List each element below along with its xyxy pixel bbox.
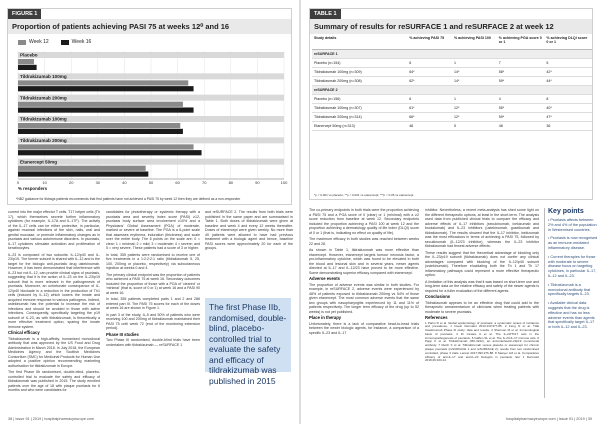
table-footnote: *p < 0.001 vs placebo; **p < 0.001 vs etanercept; ***p < 0.05 vs etanercept xyxy=(314,193,414,197)
x-axis-label: % responders xyxy=(18,186,48,191)
table-cell: Tildrakizumab 200mg (n=314) xyxy=(312,112,407,121)
table-title: Summary of results for reSURFACE 1 and reSURFACE 2 at week 12 xyxy=(310,19,592,34)
results-table xyxy=(312,35,592,131)
table-row xyxy=(312,112,592,121)
table-cell: 66* xyxy=(407,112,452,121)
figure-tag: FIGURE 1 xyxy=(8,9,41,19)
section-heading: Clinical efficacy xyxy=(8,330,40,335)
table-cell: 6 xyxy=(407,58,452,67)
table-cell: Tildrakizumab 200mg (n=308) xyxy=(312,76,407,85)
legend-label: Week 12 xyxy=(29,39,49,45)
table-cell xyxy=(544,49,592,58)
table-row xyxy=(312,67,592,76)
table-header-cell: % achieving DLQI score 0 or 1 xyxy=(544,35,592,49)
bar xyxy=(18,80,188,85)
table-row xyxy=(312,94,592,103)
figure-title: Proportion of patients achieving PASI 75 at weeks 12⁰ and 16 xyxy=(8,19,291,34)
paragraph: Tildrakizumab appears to be an effective drug that could add to the therapeutic armamentarium of clinicians when treating patients with moderate to severe psoriasis. xyxy=(425,300,539,314)
x-tick-label: 50 xyxy=(148,180,154,185)
table-1 xyxy=(309,8,593,200)
table-header-row xyxy=(312,35,592,49)
paragraph: candidates for phototherapy or systemic therapy with a psoriasis area and severity index score (PASI) ≥12, psoriasis body surface area involvement ≥10% and a Physicians' Global Assessment (PGA) of moderate, marked or severe at baseline. The PGA is a 6-point scale that assesses erythema, induration (thickness) and scale over the entire body. The 6 points on the scale are: 0 = clear; 1 = minimal; 2 = mild; 3 = moderate; 4 = severe; and 5 = very severe. These patients had a score of 3 or higher. xyxy=(106,210,200,250)
table-cell: Placebo (n=156) xyxy=(312,94,407,103)
paragraph: IL-23 is composed of two subunits: IL-12/p40 and IL-23/p19. The former subunit is shared with IL-12 and is the target for the biologic anti-psoriatic drug ustekinumab. However, it has been demonstrated that interference with IL-23 but not IL-12, can provide clinical signs of psoriasis, suggesting that it is the action of IL-23 on the IL-23/p19 subunit that is more relevant in the pathogenesis of psoriasis. Moreover, an unfortunate consequence of IL-12/p40 blockade is a reduction in the production of Th1 cells (induced by IL-12) which lowers the innate and acquired immune response to various pathogens. Indeed, ustekinumab has the potential to increase the risk of infections and should be avoided in those with active infections. Consequently, specifically targeting the p19 subunit of IL-23, as with tildrakizumab, is theoretically a more effective treatment option, sparing the innate immune system. xyxy=(8,252,100,329)
category-band xyxy=(18,52,284,58)
paragraph: The first Phase IIb randomised, double-blind, placebo-controlled trial to evaluate the safety and efficacy of tildrakizumab was published in 2015. The study enrolled patients over the age of 18 with plaque psoriasis for 6 months and who were candidates for xyxy=(8,370,100,392)
category-band xyxy=(18,159,284,165)
bar xyxy=(18,129,183,134)
paragraph: current into the major effector T cells. T17 helper cells (Th 17), which themselves secrete further inflammatory cytokines (for example, IL-17A and IL-17F). The activity of the IL-17 cells can be either protective, in particular, against mucosal infections of the skin, nails, oral and genital mucosae, or promote inflammatory changes as in psoriasis and various autoimmune disorders. In psoriasis, IL-17 cytokines stimulate activation and proliferation of keratinocytes. xyxy=(8,210,100,250)
section-heading: Place in therapy xyxy=(309,315,342,320)
paragraph: Tildrakizumab is a high-affinity, humanised monoclonal antibody that was approved by the US Food and Drug Administration in March 2018. In July 2018, the European Medicines Agency and the Scottish Medicines Consortium (SMC) for Medicinal Products for Human Use adopted a positive opinion recommending marketing authorisation for tildrakizumab in Europe. xyxy=(8,336,100,368)
paragraph: The proportion of adverse events was similar in both studies. For example, in reSURFACE 2, adverse events were experienced by 48% of patients exposed to tildrakizumab 200mg vs 54% of those given etanercept. The most common adverse events that the same two groups with nasopharyngitis experienced by 11 and 11% of patients respectively. The longer term efficacy of the drug (up to 52 weeks) is not yet published. xyxy=(309,282,419,314)
table-cell: 1 xyxy=(452,94,497,103)
table-row xyxy=(312,121,592,130)
x-tick-label: 40 xyxy=(122,180,127,185)
section-heading: References xyxy=(425,315,448,320)
paragraph: The primary clinical endpoint was the proportion of patients who achieved a PASI 75 at week 16. Secondary outcomes included the proportion of those with a PGA of 'cleared' or 'minimal' (that is, score of 0 or 1) at week 16 and a PASI 90 at week 16. xyxy=(106,272,200,295)
table-cell xyxy=(452,49,497,58)
category-label: Tildrakizumab 200mg xyxy=(20,137,67,143)
table-cell: Etanercept 50mg (n=313) xyxy=(312,121,407,130)
x-tick-label: 30 xyxy=(95,180,101,185)
paragraph: The maximum efficacy in both studies was reached between weeks 22 and 28. xyxy=(309,237,419,246)
paragraph: In total, 355 patients completed parts 1 and 2 and 286 entered part III. The PASI 75 scores for each of the doses at week 16 are shown in Figure 1. xyxy=(106,297,200,310)
table-cell: Tildrakizumab 100mg (n=307) xyxy=(312,103,407,112)
table-cell: 8 xyxy=(544,94,592,103)
chart-legend xyxy=(18,39,91,45)
paragraph: As shown in Table 1, tildrakizumab was more effective than etanercept. However, etanercept targets tumour necrosis factor, a pro-inflammatory cytokine, which was found to be elevated in both the blood and lesional skin and in several years, newer agents directed at IL-17 and IL-12/23 have proved to be more effective. Some demonstrating superior efficacy compared with etanercept. xyxy=(309,248,419,275)
paragraph: In part 3 of the study, IL-5 and 50% of patients who were receiving 100 and 200mg of tildrakizumab maintained their PASI 75 until week 72 (end of the monitoring extension period). xyxy=(106,312,200,330)
table-cell: reSURFACE 2 xyxy=(312,85,407,94)
bar xyxy=(18,150,202,155)
category-label: Tildrakizumab 200mg xyxy=(20,95,67,101)
bar xyxy=(18,144,194,149)
key-points-title: Key points xyxy=(548,208,584,215)
right-text-column-2 xyxy=(425,208,539,413)
left-text-column-2 xyxy=(106,210,200,410)
bar xyxy=(18,107,194,112)
table-header-cell: % achieving PASI 100 xyxy=(452,35,497,49)
table-row xyxy=(312,58,592,67)
paragraph: In total, 355 patients were randomised to receive one of five treatments in a 1:2:2:2:1 ratio (tildrakizumab 5, 25, 100, 200mg or placebo, respectively) via subcutaneous injection at weeks 0 and 4. xyxy=(106,252,200,270)
table-cell: 48 xyxy=(407,121,452,130)
table-cell xyxy=(452,85,497,94)
legend-week-12 xyxy=(18,39,49,45)
table-cell: 12* xyxy=(452,103,497,112)
table-cell: 36 xyxy=(544,121,592,130)
table-row xyxy=(312,103,592,112)
table-cell: 62* xyxy=(407,76,452,85)
footer-right: hospitalpharmacyeurope.com | Issue 91 | 2019 | 39 xyxy=(505,417,592,421)
footer-left: 38 | Issue 91 | 2019 | hospitalpharmacyeurope.com xyxy=(8,417,95,421)
table-cell xyxy=(407,85,452,94)
bar xyxy=(18,171,148,176)
bar xyxy=(18,123,180,128)
paragraph: and reSURFACE 2. The results from both trials were published in the same paper and are summarised in Table 1. Both doses of tildrakizumab were given at baseline and week 4 and every 12 weeks thereafter. Doses of etanercept were given weekly. No more than 40 patients were allowed to have had previous treatment with a biologic agent and hence, baseline PASI scores were approximately 20 for each of the groups. xyxy=(205,210,293,250)
bar xyxy=(18,102,183,107)
bar-chart xyxy=(14,49,289,199)
table-cell xyxy=(407,49,452,58)
bar xyxy=(18,86,194,91)
left-page xyxy=(0,0,299,424)
table-cell xyxy=(497,85,545,94)
table-row xyxy=(312,76,592,85)
x-tick-label: 60 xyxy=(175,180,180,185)
table-cell: 40* xyxy=(544,103,592,112)
table-cell xyxy=(544,85,592,94)
section-heading: Phase III studies xyxy=(106,331,139,337)
left-text-column-3 xyxy=(205,210,293,294)
paragraph: A limitation of this analysis was that it was based on short-term use and long-term data on the relative efficacy and safety of the newer agents is required for a fuller evaluation of the different agents. xyxy=(425,279,539,293)
right-text-column-1 xyxy=(309,208,419,413)
key-point: • Available clinical data suggests that the drug is effective and has no less adverse events than agents that specifically target IL-17 or both IL-12 and IL-23. xyxy=(548,301,595,330)
x-tick-label: 70 xyxy=(201,180,207,185)
x-tick-label: 80 xyxy=(228,180,234,185)
table-cell: 5 xyxy=(452,121,497,130)
x-tick-label: 10 xyxy=(42,180,47,185)
table-cell xyxy=(497,49,545,58)
category-label: Etanercept 50mg xyxy=(20,159,58,165)
category-label: Tildrakizumab 100mg xyxy=(20,73,67,79)
figure-1 xyxy=(7,8,292,205)
table-header-cell: Study details xyxy=(312,35,407,49)
table-cell: 47* xyxy=(544,112,592,121)
bar xyxy=(18,59,34,64)
key-points-box xyxy=(544,208,598,398)
paragraph: Two Phase III randomised, double-blind trials have been undertaken with tildrakizumab — reSURFACE 1 xyxy=(106,338,200,347)
legend-week-16 xyxy=(61,39,92,45)
table-group-row xyxy=(312,85,592,94)
table-cell: 14* xyxy=(452,76,497,85)
table-cell: 14* xyxy=(452,67,497,76)
legend-swatch xyxy=(18,40,26,45)
table-cell: 6 xyxy=(407,94,452,103)
paragraph: These results suggest that the theoretical advantage of blocking only the IL-23/p19 subunit (tildrakizumab) does not confer any clinical advantages compared with blocking of the IL-12/p40 subunit (ustekinumab). Therefore elucidating both the Th 1 and Th 17 inflammatory pathways could represent a more effective therapeutic option. xyxy=(425,250,539,277)
table-cell: 1 xyxy=(452,58,497,67)
references: 1 Parisi R et al. Global epidemiology of psoriasis: a systematic review of incidence and prevalence. J Invest Dermatol 2013;133:377-85. 2 Feng N et al. THE Ustekinumab Phase III study: data and results. 3 Sherman M et al. Immunological basis of psoriasis. 4 Di Cesare A et al. The IL-23/Th17 axis in the immunopathogenesis of psoriasis. 5 Gaffen SL et al. The IL-23-IL-17 immune axis. 6 Papp K et al. Tildrakizumab (MK-3222), an anti-interleukin-23p19 monoclonal antibody. 7 Reich K et al. Tildrakizumab versus placebo or etanercept for chronic plaque psoriasis (reSURFACE 1 and reSURFACE 2): results from two randomised controlled, phase 3 trials. Lancet 2017;390:276-88. 8 Sawyer LM et al. Comparative efficacy of anti-IL-17 and anti-IL-23 biologics in psoriasis. Eur J Dermatol 2019;29:103-12. xyxy=(425,320,539,363)
table-cell: 7 xyxy=(497,58,545,67)
pull-quote: The first Phase IIb, randomised, double-blind, placebo-controlled trial to evaluate the safety and efficacy of tildrakizumab was published in 2015 xyxy=(205,298,291,372)
bar xyxy=(18,65,37,70)
table-cell: 4 xyxy=(497,94,545,103)
left-text-column-1 xyxy=(8,210,100,410)
legend-swatch xyxy=(61,40,69,45)
section-heading: Adverse events xyxy=(309,276,340,281)
table-cell: 61* xyxy=(407,103,452,112)
table-cell: reSURFACE 1 xyxy=(312,49,407,58)
section-heading: Conclusions xyxy=(425,294,451,299)
category-label: Placebo xyxy=(20,52,38,58)
right-page xyxy=(301,0,600,424)
key-point: • Psoriasis is now recognised as an immune-mediated inflammatory disease. xyxy=(548,236,598,250)
table-header-cell: % achieving PASI 75 xyxy=(407,35,452,49)
table-cell: Placebo (n=154) xyxy=(312,58,407,67)
table-header-cell: % achieving PGA score 0 or 1 xyxy=(497,35,545,49)
figure-footnote: *NB2 guidance for tildrags patients recommends that first patients have not achieved a PASI 75 by week 12 then they are defined as a non-responder xyxy=(16,197,241,201)
key-point: • Psoriasis affects between 2% and 4% of the population in Westernised countries. xyxy=(548,218,597,232)
paragraph: The co-primary endpoints in both trials were the proportion achieving a PASI 75 and a PGA score of 0 (clear) or 1 (minimal) with a ≥2 score reduction from baseline at week 12. Secondary endpoints included the proportion achieving a PASI 100 at week 12 and the proportion achieving a dermatology quality of life index (DLQI) score of 0 or 1 (that is, indicating no effect on quality of life). xyxy=(309,208,419,235)
x-tick-label: 100 xyxy=(280,180,288,185)
legend-label: Week 16 xyxy=(71,39,92,45)
table-cell: 55* xyxy=(497,103,545,112)
paragraph: inhibitor. Nevertheless, a recent meta-analysis has shed some light on the different therapeutic options, at least in the short-term. The analysis used data from published clinical trials to compare the efficacy and adverse effects of IL-17 inhibitors (secukinumab, ixekizumab and brodalumab) and IL-23 inhibitors (ustekinumab, guselkumab and tildrakizumab). The results showed that the IL-17 inhibitor, ixekizumab was the most efficacious in terms of achieving a PASI 75, followed by secukinumab (IL-12/23 inhibitor), whereas the IL-23 inhibitor tildrakizumab had fewest adverse effects. xyxy=(425,208,539,248)
key-point: • Tildrakizumab is a monoclonal antibody that specifically targets IL-23. xyxy=(548,282,591,297)
x-tick-label: 90 xyxy=(255,180,260,185)
category-label: Tildrakizumab 100mg xyxy=(20,116,67,122)
table-cell: 48 xyxy=(497,121,545,130)
paragraph: Unfortunately, there is a lack of comparative head-to-head trials between the newer biologic agents, for instance, a comparison of a specific IL-23 and IL-17 xyxy=(309,321,419,335)
table-tag: TABLE 1 xyxy=(310,9,341,19)
table-cell: 44* xyxy=(544,76,592,85)
table-cell: 12* xyxy=(452,112,497,121)
table-cell: 58* xyxy=(497,67,545,76)
table-cell: 64* xyxy=(407,67,452,76)
x-tick-label: 0 xyxy=(16,180,20,185)
table-cell: 59* xyxy=(497,112,545,121)
table-group-row xyxy=(312,49,592,58)
x-tick-label: 20 xyxy=(68,180,74,185)
key-point: • Current therapies for those with moderate to severe disease focus on targeting cytokines, in particular IL-17, IL-12 and IL-23. xyxy=(548,254,597,278)
table-cell: 42* xyxy=(544,67,592,76)
table-cell: 59* xyxy=(497,76,545,85)
table-cell: Tildrakizumab 100mg (n=309) xyxy=(312,67,407,76)
bar xyxy=(18,166,146,171)
table-cell: 5 xyxy=(544,58,592,67)
